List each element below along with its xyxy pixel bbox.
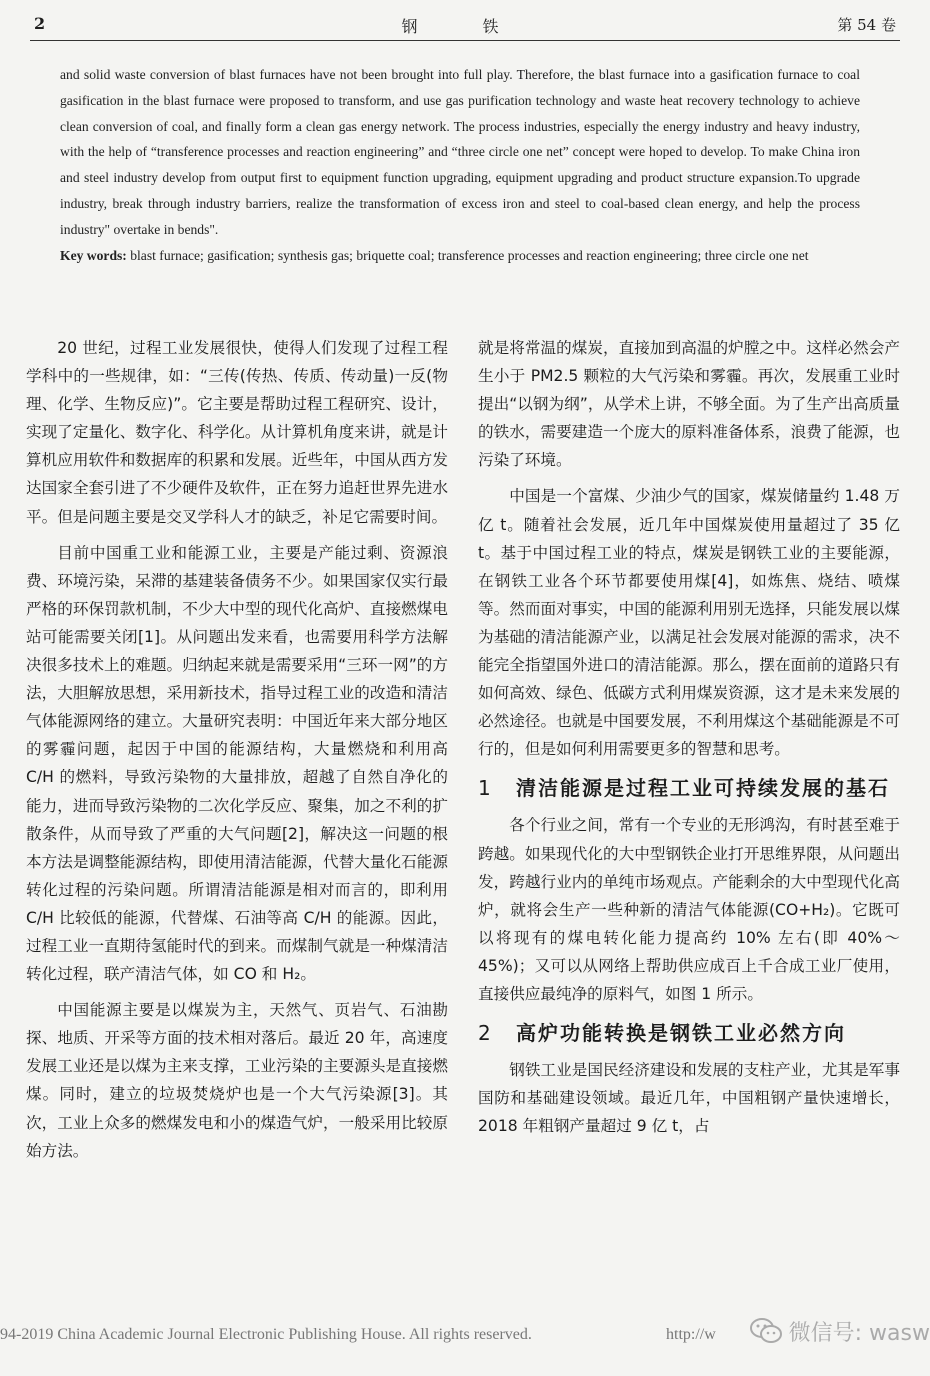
english-abstract xyxy=(60,62,860,268)
keywords-text: blast furnace; gasification; synthesis gas; briquette coal; transference processes and reaction engineering; three circle one net xyxy=(126,247,809,263)
right-column xyxy=(478,334,900,1148)
page-header xyxy=(30,12,900,41)
watermark-text: 微信号: wasw xyxy=(788,1320,930,1346)
abstract-text: and solid waste conversion of blast furnaces have not been brought into full play. Therefore, the blast furnace into a gasification furnace to coal gasification in the blast furnace were proposed to transform, and use gas purification technology and waste heat recovery technology to achieve clean conversion of coal, and finally form a clean gas energy network. The process industries, especially the energy industry and heavy industry, with the help of “transference processes and reaction engineering” and “three circle one net” concept were hoped to develop. To make China iron and steel industry develop from output first to equipment function upgrading, equipment upgrading and product structure expansion.To upgrade industry, break through industry barriers, realize the transformation of excess iron and steel to coal-based clean energy, and help the process industry" overtake in bends". xyxy=(60,67,860,237)
volume-label: 第 54 卷 xyxy=(837,16,896,34)
footer-url[interactable]: http://w xyxy=(666,1326,716,1343)
section-number: 1 xyxy=(478,776,493,801)
section-heading-2 xyxy=(478,1016,900,1050)
paragraph: 钢铁工业是国民经济建设和发展的支柱产业，尤其是军事国防和基础建设领域。最近几年，中国粗钢产量快速增长，2018 年粗钢产量超过 9 亿 t，占 xyxy=(478,1061,900,1136)
section-title: 高炉功能转换是钢铁工业必然方向 xyxy=(516,1021,846,1046)
paragraph: 各个行业之间，常有一个专业的无形鸿沟，有时甚至难于跨越。如果现代化的大中型钢铁企业打开思维界限，从问题出发，跨越行业内的单纯市场观点。产能剩余的大中型现代化高炉，就将会生产一些种新的清洁气体能源(CO+H₂)。它既可以将现有的煤电转化能力提高约 10% 左右(即 40%～45%)；又可以从网络上帮助供应成百上千合成工业厂使用，直接供应最纯净的原料气，如图 1 所示。 xyxy=(478,816,900,1003)
paragraph: 20 世纪，过程工业发展很快，使得人们发现了过程工程学科中的一些规律，如：“三传(传热、传质、传动量)一反(物理、化学、生物反应)”。它主要是帮助过程工程研究、设计，实现了定量化、数字化、科学化。从计算机角度来讲，就是计算机应用软件和数据库的积累和发展。近些年，中国从西方发达国家全套引进了不少硬件及软件，正在努力追赶世界先进水平。但是问题主要是交叉学科人才的缺乏，补足它需要时间。 xyxy=(26,339,448,526)
section-title: 清洁能源是过程工业可持续发展的基石 xyxy=(516,776,890,801)
paragraph: 中国是一个富煤、少油少气的国家，煤炭储量约 1.48 万亿 t。随着社会发展，近几年中国煤炭使用量超过了 35 亿 t。基于中国过程工业的特点，煤炭是钢铁工业的主要能源，在钢铁工业各个环节都要使用煤[4]，如炼焦、烧结、喷煤等。然而面对事实，中国的能源利用别无选择，只能发展以煤为基础的清洁能源产业，以满足社会发展对能源的需求，决不能完全指望国外进口的清洁能源。那么，摆在面前的道路只有如何高效、绿色、低碳方式利用煤炭资源，这才是未来发展的必然途径。也就是中国要发展，不利用煤这个基础能源是不可行的，但是如何利用需要更多的智慧和思考。 xyxy=(478,487,900,759)
wechat-icon xyxy=(749,1316,783,1346)
wechat-watermark xyxy=(749,1314,930,1348)
copyright-notice: 94-2019 China Academic Journal Electronic Publishing House. All rights reserved. xyxy=(0,1326,532,1343)
left-column xyxy=(26,334,448,1173)
keywords-label: Key words: xyxy=(60,247,127,263)
section-heading-1 xyxy=(478,771,900,805)
paragraph: 目前中国重工业和能源工业，主要是产能过剩、资源浪费、环境污染，呆滞的基建装备债务不少。如果国家仅实行最严格的环保罚款机制，不少大中型的现代化高炉、直接燃煤电站可能需要关闭[1]。从问题出发来看，也需要用科学方法解决很多技术上的难题。归纳起来就是需要采用“三环一网”的方法，大胆解放思想，采用新技术，指导过程工业的改造和清洁气体能源网络的建立。大量研究表明：中国近年来大部分地区的雾霾问题，起因于中国的能源结构，大量燃烧和利用高 C/H 的燃料，导致污染物的大量排放，超越了自然自净化的能力，进而导致污染物的二次化学反应、聚集，加之不利的扩散条件，从而导致了严重的大气问题[2]，解决这一问题的根本方法是调整能源结构，即使用清洁能源，代替大量化石能源转化过程的污染问题。所谓清洁能源是相对而言的，即利用 C/H 比较低的能源，代替煤、石油等高 C/H 的能源。因此，过程工业一直期待氢能时代的到来。而煤制气就是一种煤清洁转化过程，联产清洁气体，如 CO 和 H₂。 xyxy=(26,543,448,984)
paragraph: 就是将常温的煤炭，直接加到高温的炉膛之中。这样必然会产生小于 PM2.5 颗粒的大气污染和雾霾。再次，发展重工业时提出“以钢为纲”，从学术上讲，不够全面。为了生产出高质量的铁水，需要建造一个庞大的原料准备体系，浪费了能源，也污染了环境。 xyxy=(478,339,900,470)
section-number: 2 xyxy=(478,1021,493,1046)
page-number: 2 xyxy=(34,14,46,33)
paragraph: 中国能源主要是以煤炭为主，天然气、页岩气、石油勘探、地质、开采等方面的技术相对落后。最近 20 年，高速度发展工业还是以煤为主来支撑，工业污染的主要源头是直接燃煤。同时，建立的垃圾焚烧炉也是一个大气污染源[3]。其次，工业上众多的燃煤发电和小的煤造气炉，一般采用比较原始方法。 xyxy=(26,1001,448,1160)
keywords-line xyxy=(60,243,860,269)
journal-title: 钢 铁 xyxy=(401,17,529,36)
